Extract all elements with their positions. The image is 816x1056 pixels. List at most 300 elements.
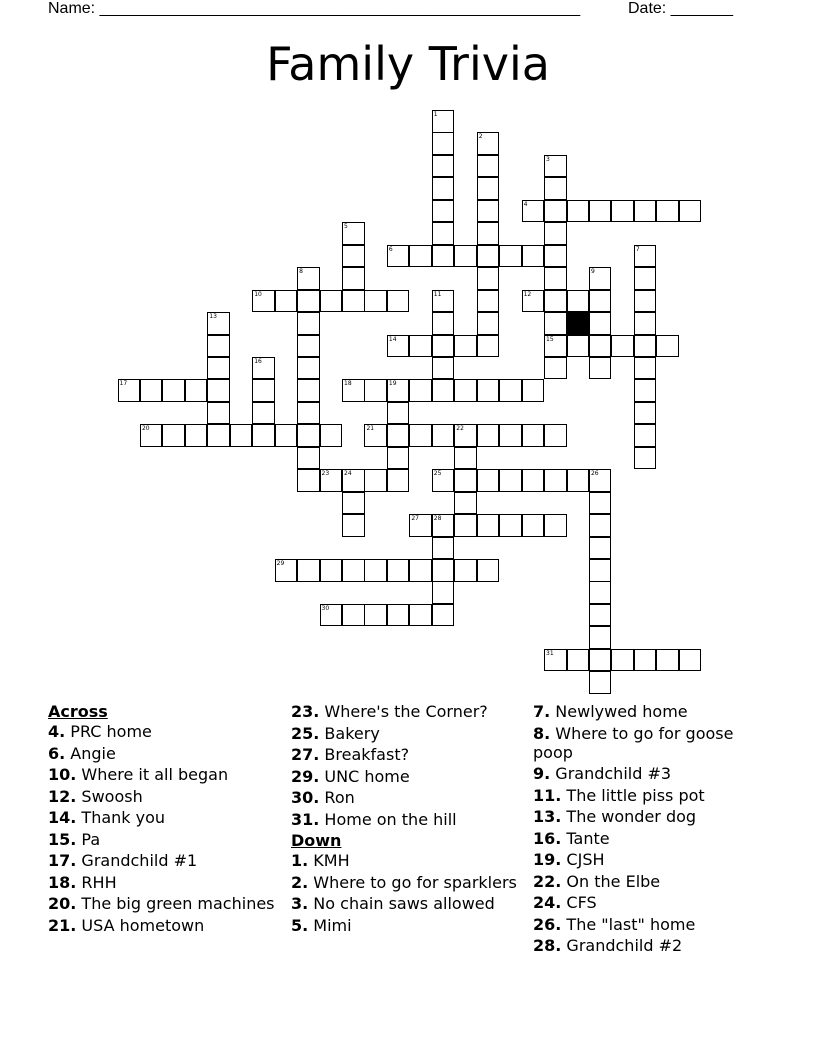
- clue-column-3: [533, 702, 773, 958]
- grid-cell[interactable]: [432, 537, 455, 560]
- grid-cell[interactable]: [432, 132, 455, 155]
- grid-cell[interactable]: [432, 222, 455, 245]
- clue-number-label: 5.: [291, 915, 309, 935]
- grid-cell[interactable]: [522, 245, 545, 268]
- grid-cell[interactable]: [252, 402, 275, 425]
- grid-cell[interactable]: [432, 514, 455, 537]
- clue-text: Swoosh: [76, 786, 143, 806]
- clue-number: 5: [344, 223, 348, 231]
- clue-item: [48, 830, 288, 849]
- grid-cell[interactable]: [611, 335, 634, 358]
- clue-number: 10: [254, 290, 262, 298]
- grid-cell[interactable]: [432, 604, 455, 627]
- grid-cell[interactable]: [432, 559, 455, 582]
- clue-text: The big green machines: [76, 894, 275, 913]
- grid-cell[interactable]: [522, 514, 545, 537]
- clue-number: 6: [388, 245, 393, 253]
- clue-text: No chain saws allowed: [308, 894, 495, 913]
- grid-cell[interactable]: [589, 581, 612, 604]
- clue-item: [48, 851, 288, 870]
- clue-text: Ron: [319, 788, 355, 807]
- grid-cell[interactable]: [477, 155, 500, 178]
- clue-number: 4: [523, 200, 528, 208]
- grid-cell[interactable]: [185, 379, 208, 402]
- grid-cell[interactable]: [634, 357, 657, 380]
- grid-cell[interactable]: [275, 559, 298, 582]
- grid-cell[interactable]: [409, 424, 432, 447]
- grid-cell[interactable]: [118, 379, 141, 402]
- grid-cell[interactable]: [207, 402, 230, 425]
- clue-text: The "last" home: [561, 914, 696, 934]
- clue-text: Angie: [65, 743, 116, 763]
- grid-cell[interactable]: [477, 267, 500, 290]
- grid-cell[interactable]: [477, 200, 500, 223]
- clue-item: [48, 873, 288, 892]
- clue-text: Bakery: [319, 723, 380, 743]
- grid-cell[interactable]: [499, 514, 522, 537]
- grid-cell[interactable]: [656, 649, 679, 672]
- grid-cell[interactable]: [320, 469, 343, 492]
- clue-number-label: 24.: [533, 893, 562, 912]
- grid-cell[interactable]: [297, 447, 320, 470]
- grid-cell[interactable]: [522, 290, 545, 313]
- clue-item: [291, 702, 531, 721]
- grid-cell[interactable]: [387, 379, 410, 402]
- clue-number-label: 9.: [533, 764, 551, 783]
- clue-number-label: 8.: [533, 723, 551, 743]
- grid-cell[interactable]: [364, 290, 387, 313]
- clue-number-label: 25.: [291, 723, 320, 743]
- clue-item: [291, 767, 531, 786]
- grid-cell[interactable]: [387, 447, 410, 470]
- clue-number: 28: [433, 515, 442, 523]
- clue-number: 11: [433, 290, 442, 298]
- grid-cell[interactable]: [634, 649, 657, 672]
- clue-item: [533, 936, 773, 955]
- clue-number: 12: [523, 290, 532, 298]
- clue-number: 27: [411, 515, 419, 523]
- grid-cell[interactable]: [320, 424, 343, 447]
- grid-cell[interactable]: [544, 200, 567, 223]
- grid-cell[interactable]: [544, 649, 567, 672]
- grid-cell[interactable]: [499, 379, 522, 402]
- grid-cell[interactable]: [611, 649, 634, 672]
- grid-cell[interactable]: [454, 424, 477, 447]
- grid-cell[interactable]: [387, 402, 410, 425]
- clue-text: On the Elbe: [561, 871, 661, 891]
- clue-number: 9: [590, 268, 595, 276]
- grid-cell[interactable]: [409, 335, 432, 358]
- grid-cell[interactable]: [432, 312, 455, 335]
- grid-cell[interactable]: [432, 469, 455, 492]
- clue-text: KMH: [308, 851, 350, 870]
- grid-cell[interactable]: [387, 559, 410, 582]
- grid-cell[interactable]: [567, 200, 590, 223]
- grid-cell[interactable]: [454, 469, 477, 492]
- clue-number-label: 4.: [48, 722, 66, 741]
- grid-cell[interactable]: [544, 312, 567, 335]
- grid-cell[interactable]: [275, 424, 298, 447]
- grid-cell[interactable]: [454, 379, 477, 402]
- grid-cell[interactable]: [207, 379, 230, 402]
- grid-cell[interactable]: [634, 335, 657, 358]
- clue-number: 25: [433, 470, 442, 478]
- grid-cell[interactable]: [432, 290, 455, 313]
- grid-cell[interactable]: [387, 469, 410, 492]
- grid-cell[interactable]: [320, 559, 343, 582]
- grid-cell[interactable]: [252, 424, 275, 447]
- grid-cell[interactable]: [499, 245, 522, 268]
- grid-cell[interactable]: [320, 290, 343, 313]
- clue-number-label: 7.: [533, 702, 551, 721]
- grid-cell[interactable]: [634, 447, 657, 470]
- grid-cell[interactable]: [207, 312, 230, 335]
- clue-text: Where it all began: [76, 765, 229, 784]
- clue-column-2: [291, 702, 531, 937]
- grid-cell[interactable]: [477, 469, 500, 492]
- grid-cell[interactable]: [297, 357, 320, 380]
- grid-cell[interactable]: [207, 357, 230, 380]
- grid-cell[interactable]: [252, 357, 275, 380]
- clue-item: [291, 788, 531, 807]
- grid-cell[interactable]: [477, 424, 500, 447]
- grid-cell[interactable]: [162, 424, 185, 447]
- grid-cell[interactable]: [589, 671, 612, 694]
- grid-cell[interactable]: [477, 177, 500, 200]
- grid-cell[interactable]: [522, 424, 545, 447]
- clue-item: [48, 808, 288, 827]
- clue-text: CFS: [561, 893, 597, 912]
- grid-cell[interactable]: [409, 559, 432, 582]
- grid-cell[interactable]: [454, 245, 477, 268]
- clue-text: CJSH: [561, 850, 605, 869]
- clue-number-label: 12.: [48, 786, 77, 806]
- clue-number: 2: [478, 133, 483, 141]
- grid-cell[interactable]: [477, 559, 500, 582]
- page-title: Family Trivia: [266, 37, 550, 91]
- grid-cell[interactable]: [297, 267, 320, 290]
- grid-cell[interactable]: [634, 267, 657, 290]
- grid-cell[interactable]: [297, 335, 320, 358]
- grid-cell[interactable]: [477, 245, 500, 268]
- across-heading: Across: [48, 702, 108, 721]
- grid-cell[interactable]: [656, 335, 679, 358]
- clue-text: Where to go for sparklers: [308, 872, 517, 892]
- grid-cell[interactable]: [589, 649, 612, 672]
- grid-cell[interactable]: [634, 290, 657, 313]
- grid-cell[interactable]: [297, 424, 320, 447]
- grid-cell[interactable]: [589, 200, 612, 223]
- clue-item: [533, 702, 773, 721]
- grid-cell[interactable]: [499, 424, 522, 447]
- clue-item: [291, 916, 531, 935]
- clue-item: [533, 807, 773, 826]
- grid-cell[interactable]: [477, 379, 500, 402]
- clue-item: [291, 810, 531, 829]
- grid-cell[interactable]: [634, 402, 657, 425]
- grid-cell[interactable]: [432, 379, 455, 402]
- grid-cell[interactable]: [342, 290, 365, 313]
- clue-number-label: 14.: [48, 808, 77, 827]
- clue-column-1: [48, 702, 288, 937]
- grid-cell[interactable]: [679, 649, 702, 672]
- grid-cell[interactable]: [409, 514, 432, 537]
- clue-number-label: 18.: [48, 872, 77, 892]
- clue-item: [291, 873, 531, 892]
- grid-cell[interactable]: [477, 335, 500, 358]
- grid-cell[interactable]: [634, 312, 657, 335]
- grid-cell[interactable]: [454, 559, 477, 582]
- clue-text: Home on the hill: [319, 809, 457, 829]
- grid-cell[interactable]: [499, 469, 522, 492]
- clue-number: 23: [321, 470, 330, 478]
- clue-item: [291, 745, 531, 764]
- clue-number: 16: [254, 357, 262, 365]
- clue-number: 8: [299, 268, 303, 276]
- grid-cell[interactable]: [589, 469, 612, 492]
- grid-cell[interactable]: [589, 357, 612, 380]
- grid-cell[interactable]: [364, 379, 387, 402]
- clue-number-label: 19.: [533, 850, 562, 869]
- grid-cell[interactable]: [432, 357, 455, 380]
- clue-text: Grandchild #1: [76, 851, 198, 870]
- clue-number-label: 21.: [48, 915, 77, 935]
- grid-cell[interactable]: [432, 200, 455, 223]
- grid-cell[interactable]: [320, 604, 343, 627]
- clue-number-label: 31.: [291, 809, 320, 829]
- clue-text: Pa: [76, 829, 101, 849]
- grid-cell[interactable]: [432, 335, 455, 358]
- clue-text: Breakfast?: [319, 745, 410, 764]
- grid-cell[interactable]: [656, 200, 679, 223]
- grid-cell[interactable]: [207, 424, 230, 447]
- grid-cell[interactable]: [432, 424, 455, 447]
- blocked-cell: [567, 312, 590, 335]
- grid-cell[interactable]: [252, 379, 275, 402]
- clue-item: [533, 764, 773, 783]
- clue-item: [48, 722, 288, 741]
- grid-cell[interactable]: [297, 312, 320, 335]
- clue-text: UNC home: [319, 766, 410, 786]
- grid-cell[interactable]: [162, 379, 185, 402]
- clue-number: 7: [635, 245, 640, 253]
- clue-number-label: 30.: [291, 788, 320, 807]
- grid-cell[interactable]: [275, 290, 298, 313]
- clue-number: 21: [366, 425, 375, 433]
- grid-cell[interactable]: [432, 245, 455, 268]
- grid-cell[interactable]: [544, 155, 567, 178]
- grid-cell[interactable]: [544, 424, 567, 447]
- grid-cell[interactable]: [634, 379, 657, 402]
- grid-cell[interactable]: [342, 469, 365, 492]
- clue-number-label: 3.: [291, 894, 309, 913]
- grid-cell[interactable]: [230, 424, 253, 447]
- date-field-label: Date: _______: [628, 0, 733, 17]
- grid-cell[interactable]: [589, 514, 612, 537]
- grid-cell[interactable]: [589, 559, 612, 582]
- grid-cell[interactable]: [297, 290, 320, 313]
- grid-cell[interactable]: [342, 267, 365, 290]
- grid-cell[interactable]: [297, 379, 320, 402]
- grid-cell[interactable]: [567, 335, 590, 358]
- grid-cell[interactable]: [185, 424, 208, 447]
- grid-cell[interactable]: [409, 245, 432, 268]
- clue-number-label: 26.: [533, 914, 562, 934]
- grid-cell[interactable]: [342, 559, 365, 582]
- grid-cell[interactable]: [589, 626, 612, 649]
- grid-cell[interactable]: [679, 200, 702, 223]
- grid-cell[interactable]: [364, 604, 387, 627]
- grid-cell[interactable]: [454, 447, 477, 470]
- clue-number-label: 1.: [291, 851, 309, 870]
- grid-cell[interactable]: [567, 469, 590, 492]
- grid-cell[interactable]: [522, 379, 545, 402]
- grid-cell[interactable]: [342, 604, 365, 627]
- clue-number: 20: [141, 425, 150, 433]
- clue-number-label: 23.: [291, 702, 320, 721]
- clue-number: 15: [546, 335, 554, 343]
- grid-cell[interactable]: [252, 290, 275, 313]
- clue-number-label: 15.: [48, 829, 77, 849]
- grid-cell[interactable]: [454, 335, 477, 358]
- grid-cell[interactable]: [387, 290, 410, 313]
- grid-cell[interactable]: [477, 514, 500, 537]
- grid-cell[interactable]: [297, 559, 320, 582]
- grid-cell[interactable]: [544, 335, 567, 358]
- clue-number: 13: [209, 313, 217, 321]
- clue-number-label: 2.: [291, 872, 309, 892]
- grid-cell[interactable]: [342, 222, 365, 245]
- down-heading: Down: [291, 831, 342, 850]
- grid-cell[interactable]: [544, 267, 567, 290]
- grid-cell[interactable]: [297, 402, 320, 425]
- clue-text: PRC home: [65, 722, 152, 741]
- grid-cell[interactable]: [342, 245, 365, 268]
- grid-cell[interactable]: [544, 357, 567, 380]
- grid-cell[interactable]: [634, 245, 657, 268]
- grid-cell[interactable]: [364, 559, 387, 582]
- grid-cell[interactable]: [387, 245, 410, 268]
- grid-cell[interactable]: [387, 604, 410, 627]
- grid-cell[interactable]: [140, 379, 163, 402]
- clue-item: [533, 915, 773, 934]
- grid-cell[interactable]: [634, 424, 657, 447]
- name-field-label: Name: ______________________________________________________: [48, 0, 581, 17]
- clue-item: [533, 724, 773, 762]
- clue-number-label: 6.: [48, 743, 66, 763]
- clue-text: Where to go for goose poop: [533, 723, 734, 762]
- grid-cell[interactable]: [364, 424, 387, 447]
- clue-number-label: 29.: [291, 766, 320, 786]
- grid-cell[interactable]: [589, 537, 612, 560]
- clue-text: Newlywed home: [550, 702, 688, 721]
- grid-cell[interactable]: [589, 267, 612, 290]
- clue-number: 14: [388, 335, 397, 343]
- clue-number: 26: [590, 470, 599, 478]
- clue-number: 31: [546, 649, 554, 657]
- grid-cell[interactable]: [454, 514, 477, 537]
- clue-number-label: 22.: [533, 871, 562, 891]
- grid-cell[interactable]: [589, 492, 612, 515]
- grid-cell[interactable]: [522, 200, 545, 223]
- clue-number-label: 27.: [291, 745, 320, 764]
- grid-cell[interactable]: [342, 492, 365, 515]
- clue-number-label: 16.: [533, 828, 562, 848]
- clue-item: [291, 851, 531, 870]
- grid-cell[interactable]: [611, 200, 634, 223]
- grid-cell[interactable]: [567, 649, 590, 672]
- grid-cell[interactable]: [342, 379, 365, 402]
- grid-cell[interactable]: [544, 245, 567, 268]
- clue-text: Mimi: [308, 915, 352, 935]
- clue-item: [48, 744, 288, 763]
- clue-text: USA hometown: [76, 915, 205, 935]
- grid-cell[interactable]: [432, 177, 455, 200]
- grid-cell[interactable]: [477, 132, 500, 155]
- grid-cell[interactable]: [589, 312, 612, 335]
- clue-item: [533, 872, 773, 891]
- grid-cell[interactable]: [432, 155, 455, 178]
- clue-number: 30: [321, 604, 330, 612]
- grid-cell[interactable]: [297, 469, 320, 492]
- grid-cell[interactable]: [342, 514, 365, 537]
- clue-number: 24: [344, 470, 352, 478]
- grid-cell[interactable]: [432, 110, 455, 133]
- grid-cell[interactable]: [544, 514, 567, 537]
- grid-cell[interactable]: [522, 469, 545, 492]
- clue-number-label: 10.: [48, 765, 77, 784]
- grid-cell[interactable]: [387, 335, 410, 358]
- clue-number: 1: [433, 111, 438, 118]
- clue-number-label: 11.: [533, 785, 562, 805]
- clue-item: [291, 894, 531, 913]
- grid-cell[interactable]: [544, 222, 567, 245]
- clue-item: [48, 894, 288, 913]
- clue-item: [533, 893, 773, 912]
- clue-number: 18: [344, 380, 352, 388]
- grid-cell[interactable]: [544, 290, 567, 313]
- grid-cell[interactable]: [477, 222, 500, 245]
- grid-cell[interactable]: [544, 469, 567, 492]
- grid-cell[interactable]: [364, 469, 387, 492]
- clue-text: Tante: [561, 828, 610, 848]
- clue-number-label: 20.: [48, 894, 77, 913]
- grid-cell[interactable]: [589, 290, 612, 313]
- clue-item: [48, 787, 288, 806]
- grid-cell[interactable]: [140, 424, 163, 447]
- grid-cell[interactable]: [544, 177, 567, 200]
- grid-cell[interactable]: [567, 290, 590, 313]
- clue-item: [533, 850, 773, 869]
- grid-cell[interactable]: [477, 312, 500, 335]
- clue-item: [48, 765, 288, 784]
- grid-cell[interactable]: [387, 424, 410, 447]
- grid-cell[interactable]: [589, 604, 612, 627]
- clue-text: The wonder dog: [561, 807, 697, 826]
- grid-cell[interactable]: [409, 379, 432, 402]
- grid-cell[interactable]: [207, 335, 230, 358]
- grid-cell[interactable]: [589, 335, 612, 358]
- grid-cell[interactable]: [477, 290, 500, 313]
- grid-cell[interactable]: [409, 604, 432, 627]
- grid-cell[interactable]: [454, 492, 477, 515]
- clue-text: Grandchild #2: [561, 936, 683, 955]
- clue-text: Grandchild #3: [550, 764, 672, 783]
- clue-number-label: 17.: [48, 851, 77, 870]
- grid-cell[interactable]: [634, 200, 657, 223]
- clue-item: [48, 916, 288, 935]
- grid-cell[interactable]: [432, 581, 455, 604]
